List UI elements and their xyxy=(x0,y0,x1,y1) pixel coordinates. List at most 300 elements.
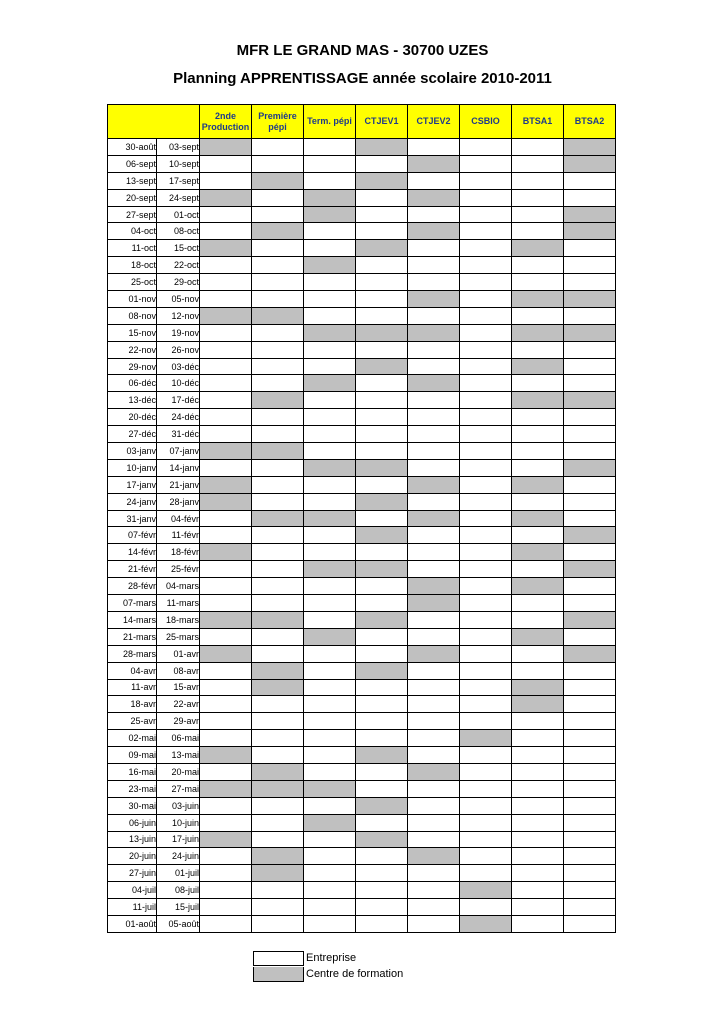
entreprise-cell xyxy=(408,544,460,561)
entreprise-cell xyxy=(408,341,460,358)
table-row xyxy=(108,527,616,544)
week-start-date: 27-sept xyxy=(108,206,157,223)
entreprise-cell xyxy=(564,747,616,764)
entreprise-cell xyxy=(512,493,564,510)
entreprise-cell xyxy=(304,274,356,291)
entreprise-cell xyxy=(356,865,408,882)
entreprise-cell xyxy=(460,561,512,578)
entreprise-cell xyxy=(512,561,564,578)
centre-formation-cell xyxy=(564,392,616,409)
entreprise-cell xyxy=(564,476,616,493)
week-start-date: 17-janv xyxy=(108,476,157,493)
centre-formation-cell xyxy=(200,189,252,206)
entreprise-cell xyxy=(408,882,460,899)
entreprise-cell xyxy=(252,814,304,831)
week-start-date: 21-mars xyxy=(108,628,157,645)
centre-formation-cell xyxy=(304,561,356,578)
entreprise-cell xyxy=(252,155,304,172)
entreprise-cell xyxy=(252,713,304,730)
centre-formation-cell xyxy=(200,780,252,797)
entreprise-cell xyxy=(304,763,356,780)
week-end-date: 19-nov xyxy=(157,324,200,341)
entreprise-cell xyxy=(460,814,512,831)
entreprise-cell xyxy=(564,628,616,645)
week-start-date: 18-oct xyxy=(108,257,157,274)
entreprise-cell xyxy=(304,611,356,628)
table-row xyxy=(108,223,616,240)
entreprise-cell xyxy=(564,730,616,747)
table-row xyxy=(108,409,616,426)
entreprise-cell xyxy=(460,679,512,696)
entreprise-cell xyxy=(460,763,512,780)
centre-formation-cell xyxy=(304,814,356,831)
week-start-date: 20-sept xyxy=(108,189,157,206)
entreprise-cell xyxy=(200,915,252,932)
table-row xyxy=(108,476,616,493)
centre-formation-cell xyxy=(512,291,564,308)
column-header: CTJEV2 xyxy=(408,105,460,139)
entreprise-cell xyxy=(356,679,408,696)
entreprise-cell xyxy=(564,375,616,392)
centre-formation-cell xyxy=(304,780,356,797)
entreprise-cell xyxy=(564,358,616,375)
week-end-date: 01-avr xyxy=(157,645,200,662)
entreprise-cell xyxy=(252,341,304,358)
centre-formation-cell xyxy=(252,510,304,527)
centre-formation-cell xyxy=(408,645,460,662)
entreprise-cell xyxy=(408,696,460,713)
entreprise-cell xyxy=(512,274,564,291)
entreprise-cell xyxy=(200,510,252,527)
week-start-date: 13-juin xyxy=(108,831,157,848)
entreprise-cell xyxy=(408,797,460,814)
week-end-date: 18-févr xyxy=(157,544,200,561)
entreprise-cell xyxy=(252,257,304,274)
entreprise-cell xyxy=(460,172,512,189)
legend-label: Centre de formation xyxy=(306,968,404,980)
centre-formation-cell xyxy=(564,611,616,628)
week-end-date: 11-mars xyxy=(157,595,200,612)
centre-formation-cell xyxy=(408,763,460,780)
entreprise-cell xyxy=(200,341,252,358)
centre-formation-cell xyxy=(252,662,304,679)
centre-formation-cell xyxy=(200,307,252,324)
entreprise-cell xyxy=(356,899,408,916)
entreprise-cell xyxy=(564,848,616,865)
table-row xyxy=(108,155,616,172)
entreprise-cell xyxy=(460,645,512,662)
column-header: 2nde Production xyxy=(200,105,252,139)
entreprise-cell xyxy=(304,662,356,679)
centre-formation-cell xyxy=(356,358,408,375)
centre-formation-cell xyxy=(512,510,564,527)
entreprise-cell xyxy=(460,291,512,308)
centre-formation-cell xyxy=(252,172,304,189)
entreprise-cell xyxy=(356,645,408,662)
entreprise-cell xyxy=(304,527,356,544)
entreprise-cell xyxy=(356,915,408,932)
entreprise-cell xyxy=(200,223,252,240)
centre-formation-cell xyxy=(512,544,564,561)
centre-formation-cell xyxy=(252,307,304,324)
centre-formation-cell xyxy=(356,611,408,628)
entreprise-cell xyxy=(304,493,356,510)
entreprise-cell xyxy=(564,915,616,932)
entreprise-cell xyxy=(304,341,356,358)
week-start-date: 04-juil xyxy=(108,882,157,899)
entreprise-cell xyxy=(564,510,616,527)
entreprise-cell xyxy=(512,527,564,544)
centre-formation-cell xyxy=(564,223,616,240)
column-header: Première pépi xyxy=(252,105,304,139)
entreprise-cell xyxy=(460,443,512,460)
entreprise-cell xyxy=(564,882,616,899)
entreprise-cell xyxy=(564,696,616,713)
entreprise-cell xyxy=(512,155,564,172)
week-end-date: 10-juin xyxy=(157,814,200,831)
table-row xyxy=(108,324,616,341)
centre-formation-cell xyxy=(408,291,460,308)
entreprise-cell xyxy=(200,713,252,730)
entreprise-cell xyxy=(408,409,460,426)
entreprise-cell xyxy=(252,578,304,595)
entreprise-cell xyxy=(252,527,304,544)
legend-item-centre-formation xyxy=(253,966,403,982)
centre-formation-cell xyxy=(512,578,564,595)
week-end-date: 21-janv xyxy=(157,476,200,493)
entreprise-cell xyxy=(304,679,356,696)
entreprise-cell xyxy=(252,324,304,341)
entreprise-cell xyxy=(460,476,512,493)
entreprise-cell xyxy=(252,139,304,156)
entreprise-cell xyxy=(564,679,616,696)
entreprise-cell xyxy=(200,375,252,392)
entreprise-cell xyxy=(304,476,356,493)
table-row xyxy=(108,763,616,780)
table-row xyxy=(108,426,616,443)
entreprise-cell xyxy=(512,375,564,392)
entreprise-cell xyxy=(564,307,616,324)
week-start-date: 27-juin xyxy=(108,865,157,882)
entreprise-cell xyxy=(356,426,408,443)
entreprise-cell xyxy=(252,882,304,899)
entreprise-cell xyxy=(356,510,408,527)
week-start-date: 04-oct xyxy=(108,223,157,240)
table-row xyxy=(108,375,616,392)
week-start-date: 11-avr xyxy=(108,679,157,696)
entreprise-cell xyxy=(356,696,408,713)
entreprise-cell xyxy=(460,274,512,291)
entreprise-cell xyxy=(512,645,564,662)
table-row xyxy=(108,544,616,561)
table-row xyxy=(108,831,616,848)
entreprise-cell xyxy=(408,611,460,628)
entreprise-cell xyxy=(408,730,460,747)
entreprise-cell xyxy=(304,831,356,848)
week-end-date: 18-mars xyxy=(157,611,200,628)
week-end-date: 12-nov xyxy=(157,307,200,324)
entreprise-cell xyxy=(356,257,408,274)
entreprise-cell xyxy=(408,459,460,476)
entreprise-cell xyxy=(252,274,304,291)
entreprise-cell xyxy=(200,848,252,865)
week-end-date: 03-sept xyxy=(157,139,200,156)
centre-formation-cell xyxy=(408,595,460,612)
entreprise-cell xyxy=(356,341,408,358)
centre-formation-cell xyxy=(460,882,512,899)
table-row xyxy=(108,628,616,645)
entreprise-cell xyxy=(512,257,564,274)
entreprise-cell xyxy=(356,443,408,460)
entreprise-cell xyxy=(512,662,564,679)
week-start-date: 06-déc xyxy=(108,375,157,392)
week-start-date: 25-oct xyxy=(108,274,157,291)
week-end-date: 10-sept xyxy=(157,155,200,172)
centre-formation-cell xyxy=(200,493,252,510)
entreprise-cell xyxy=(460,628,512,645)
entreprise-cell xyxy=(564,780,616,797)
week-start-date: 14-févr xyxy=(108,544,157,561)
entreprise-cell xyxy=(252,426,304,443)
entreprise-cell xyxy=(304,443,356,460)
entreprise-cell xyxy=(304,848,356,865)
entreprise-cell xyxy=(200,358,252,375)
entreprise-cell xyxy=(460,240,512,257)
week-start-date: 24-janv xyxy=(108,493,157,510)
entreprise-cell xyxy=(356,628,408,645)
table-row xyxy=(108,510,616,527)
entreprise-cell xyxy=(512,713,564,730)
table-row xyxy=(108,797,616,814)
week-start-date: 23-mai xyxy=(108,780,157,797)
entreprise-cell xyxy=(564,814,616,831)
entreprise-cell xyxy=(512,409,564,426)
week-end-date: 29-avr xyxy=(157,713,200,730)
entreprise-cell xyxy=(304,172,356,189)
centre-formation-cell xyxy=(304,206,356,223)
week-end-date: 08-oct xyxy=(157,223,200,240)
entreprise-cell xyxy=(564,713,616,730)
week-end-date: 25-févr xyxy=(157,561,200,578)
entreprise-cell xyxy=(356,713,408,730)
entreprise-cell xyxy=(200,155,252,172)
week-end-date: 17-sept xyxy=(157,172,200,189)
entreprise-cell xyxy=(200,257,252,274)
entreprise-cell xyxy=(512,459,564,476)
entreprise-cell xyxy=(512,172,564,189)
entreprise-cell xyxy=(252,375,304,392)
column-header: BTSA1 xyxy=(512,105,564,139)
week-end-date: 08-avr xyxy=(157,662,200,679)
centre-formation-cell xyxy=(252,763,304,780)
week-start-date: 28-févr xyxy=(108,578,157,595)
entreprise-cell xyxy=(304,578,356,595)
centre-formation-cell xyxy=(408,476,460,493)
entreprise-cell xyxy=(200,899,252,916)
entreprise-cell xyxy=(356,155,408,172)
centre-formation-cell xyxy=(564,206,616,223)
entreprise-cell xyxy=(408,814,460,831)
entreprise-cell xyxy=(564,797,616,814)
week-end-date: 04-févr xyxy=(157,510,200,527)
week-start-date: 07-févr xyxy=(108,527,157,544)
entreprise-cell xyxy=(200,814,252,831)
week-end-date: 15-juil xyxy=(157,899,200,916)
centre-formation-cell xyxy=(564,459,616,476)
week-end-date: 01-juil xyxy=(157,865,200,882)
entreprise-cell xyxy=(460,189,512,206)
entreprise-cell xyxy=(460,409,512,426)
entreprise-cell xyxy=(564,274,616,291)
entreprise-cell xyxy=(408,747,460,764)
centre-formation-cell xyxy=(252,611,304,628)
table-row xyxy=(108,307,616,324)
entreprise-cell xyxy=(304,882,356,899)
entreprise-cell xyxy=(460,848,512,865)
entreprise-cell xyxy=(304,409,356,426)
entreprise-cell xyxy=(356,307,408,324)
entreprise-cell xyxy=(408,139,460,156)
entreprise-cell xyxy=(304,155,356,172)
entreprise-cell xyxy=(564,409,616,426)
entreprise-cell xyxy=(408,443,460,460)
entreprise-cell xyxy=(460,341,512,358)
centre-formation-cell xyxy=(356,561,408,578)
entreprise-cell xyxy=(200,206,252,223)
centre-formation-cell xyxy=(512,358,564,375)
entreprise-cell xyxy=(304,223,356,240)
entreprise-cell xyxy=(460,392,512,409)
table-row xyxy=(108,865,616,882)
week-end-date: 29-oct xyxy=(157,274,200,291)
entreprise-cell xyxy=(304,358,356,375)
entreprise-cell xyxy=(512,899,564,916)
centre-formation-cell xyxy=(408,223,460,240)
centre-formation-cell xyxy=(304,510,356,527)
entreprise-cell xyxy=(252,696,304,713)
centre-formation-cell xyxy=(512,679,564,696)
entreprise-cell xyxy=(408,274,460,291)
centre-formation-cell xyxy=(304,324,356,341)
entreprise-cell xyxy=(512,730,564,747)
entreprise-cell xyxy=(512,780,564,797)
entreprise-cell xyxy=(564,426,616,443)
entreprise-cell xyxy=(252,291,304,308)
centre-formation-cell xyxy=(408,155,460,172)
entreprise-cell xyxy=(304,307,356,324)
centre-formation-cell xyxy=(408,848,460,865)
week-start-date: 01-nov xyxy=(108,291,157,308)
planning-table xyxy=(107,104,616,933)
entreprise-cell xyxy=(460,375,512,392)
centre-formation-cell xyxy=(512,696,564,713)
week-start-date: 20-juin xyxy=(108,848,157,865)
entreprise-cell xyxy=(512,443,564,460)
entreprise-cell xyxy=(356,274,408,291)
entreprise-cell xyxy=(408,899,460,916)
entreprise-cell xyxy=(564,493,616,510)
table-row xyxy=(108,274,616,291)
week-end-date: 15-avr xyxy=(157,679,200,696)
entreprise-cell xyxy=(512,882,564,899)
entreprise-cell xyxy=(408,493,460,510)
entreprise-cell xyxy=(460,493,512,510)
centre-formation-cell xyxy=(564,155,616,172)
entreprise-cell xyxy=(200,865,252,882)
entreprise-cell xyxy=(512,611,564,628)
week-start-date: 31-janv xyxy=(108,510,157,527)
entreprise-cell xyxy=(512,341,564,358)
entreprise-cell xyxy=(512,848,564,865)
column-header: CTJEV1 xyxy=(356,105,408,139)
week-end-date: 14-janv xyxy=(157,459,200,476)
centre-formation-cell xyxy=(356,747,408,764)
entreprise-cell xyxy=(460,324,512,341)
entreprise-cell xyxy=(460,358,512,375)
entreprise-cell xyxy=(408,831,460,848)
week-end-date: 07-janv xyxy=(157,443,200,460)
table-row xyxy=(108,713,616,730)
week-start-date: 06-juin xyxy=(108,814,157,831)
centre-formation-cell xyxy=(356,459,408,476)
week-start-date: 25-avr xyxy=(108,713,157,730)
week-end-date: 10-déc xyxy=(157,375,200,392)
entreprise-cell xyxy=(356,544,408,561)
entreprise-cell xyxy=(460,139,512,156)
centre-formation-cell xyxy=(564,291,616,308)
document-subtitle: Planning APPRENTISSAGE année scolaire 2010-2011 xyxy=(173,70,552,87)
entreprise-cell xyxy=(408,426,460,443)
entreprise-cell xyxy=(408,915,460,932)
entreprise-cell xyxy=(460,780,512,797)
week-start-date: 28-mars xyxy=(108,645,157,662)
entreprise-cell xyxy=(200,763,252,780)
week-end-date: 05-août xyxy=(157,915,200,932)
entreprise-cell xyxy=(252,493,304,510)
entreprise-cell xyxy=(460,307,512,324)
week-end-date: 24-déc xyxy=(157,409,200,426)
entreprise-cell xyxy=(252,240,304,257)
week-end-date: 27-mai xyxy=(157,780,200,797)
week-end-date: 20-mai xyxy=(157,763,200,780)
centre-formation-cell xyxy=(356,240,408,257)
week-start-date: 30-août xyxy=(108,139,157,156)
entreprise-cell xyxy=(252,409,304,426)
entreprise-cell xyxy=(356,595,408,612)
week-start-date: 18-avr xyxy=(108,696,157,713)
table-row xyxy=(108,882,616,899)
entreprise-cell xyxy=(304,139,356,156)
table-row xyxy=(108,291,616,308)
centre-formation-cell xyxy=(564,527,616,544)
entreprise-cell xyxy=(460,696,512,713)
table-row xyxy=(108,459,616,476)
entreprise-cell xyxy=(304,426,356,443)
centre-formation-cell xyxy=(356,172,408,189)
week-end-date: 24-juin xyxy=(157,848,200,865)
week-end-date: 25-mars xyxy=(157,628,200,645)
entreprise-cell xyxy=(460,578,512,595)
entreprise-cell xyxy=(252,831,304,848)
entreprise-cell xyxy=(512,747,564,764)
entreprise-cell xyxy=(304,797,356,814)
table-row xyxy=(108,172,616,189)
entreprise-cell xyxy=(304,645,356,662)
entreprise-cell xyxy=(304,696,356,713)
entreprise-cell xyxy=(408,172,460,189)
week-end-date: 17-déc xyxy=(157,392,200,409)
entreprise-cell xyxy=(408,358,460,375)
